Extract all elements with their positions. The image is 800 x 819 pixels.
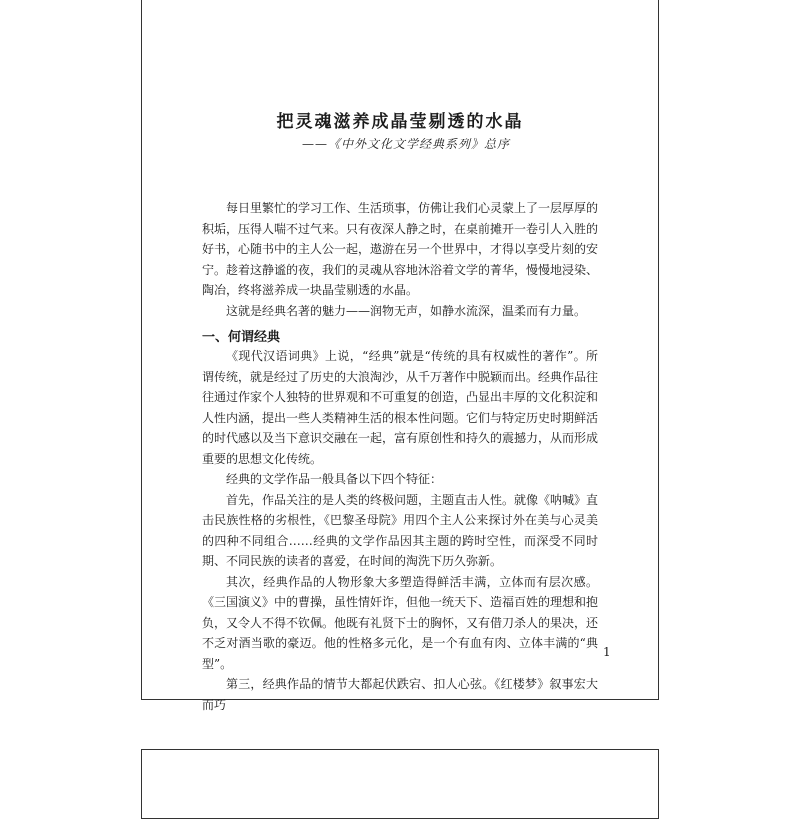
section-heading: 一、何谓经典 bbox=[202, 330, 281, 345]
paragraph: 首先，作品关注的是人类的终极问题，主题直击人性。就像《呐喊》直击民族性格的劣根性，《巴黎圣母院》用四个主人公来探讨外在美与心灵美的四种不同组合……经典的文学作品因其主题的跨时空性，而深受不同时期、不同民族的读者的喜爱，在时间的淘洗下历久弥新。 bbox=[202, 492, 599, 568]
section-text bbox=[202, 346, 598, 715]
book-page bbox=[141, 0, 659, 712]
paragraph: 其次，经典作品的人物形象大多塑造得鲜活丰满，立体而有层次感。《三国演义》中的曹操，虽性情奸诈，但他一统天下、造福百姓的理想和抱负，又令人不得不钦佩。他既有礼贤下士的胸怀，又有借刀杀人的果决，还不乏对酒当歌的豪迈。他的性格多元化，是一个有血有肉、立体丰满的“典型”。 bbox=[202, 574, 599, 671]
paragraph: 这就是经典名著的魅力——润物无声，如静水流深，温柔而有力量。 bbox=[226, 303, 587, 318]
page-number: 1 bbox=[603, 645, 611, 659]
paragraph: 经典的文学作品一般具备以下四个特征： bbox=[226, 472, 443, 486]
next-page bbox=[141, 749, 659, 819]
page-title: 把灵魂滋养成晶莹剔透的水晶 bbox=[276, 112, 524, 132]
intro-text bbox=[202, 198, 598, 321]
paragraph: 《现代汉语词典》上说，“经典”就是“传统的具有权威性的著作”。所谓传统，就是经过了历史的大浪淘沙，从千万著作中脱颖而出。经典作品往往通过作家个人独特的世界观和不可重复的创造，凸显出丰厚的文化积淀和人性内涵，提出一些人类精神生活的根本性问题。它们与特定历史时期鲜活的时代感以及当下意识交融在一起，富有原创性和持久的震撼力，从而形成重要的思想文化传统。 bbox=[202, 349, 599, 466]
paragraph: 每日里繁忙的学习工作、生活琐事，仿佛让我们心灵蒙上了一层厚厚的积垢，压得人喘不过气来。只有夜深人静之时，在桌前摊开一卷引人入胜的好书，心随书中的主人公一起，遨游在另一个世界中，才得以享受片刻的安宁。趁着这静谧的夜，我们的灵魂从容地沐浴着文学的菁华，慢慢地浸染、陶冶，终将滋养成一块晶莹剔透的水晶。 bbox=[202, 201, 599, 297]
page-subtitle: ——《中外文化文学经典系列》总序 bbox=[302, 137, 511, 151]
paragraph: 第三，经典作品的情节大都起伏跌宕、扣人心弦。《红楼梦》叙事宏大而巧 bbox=[202, 677, 598, 712]
